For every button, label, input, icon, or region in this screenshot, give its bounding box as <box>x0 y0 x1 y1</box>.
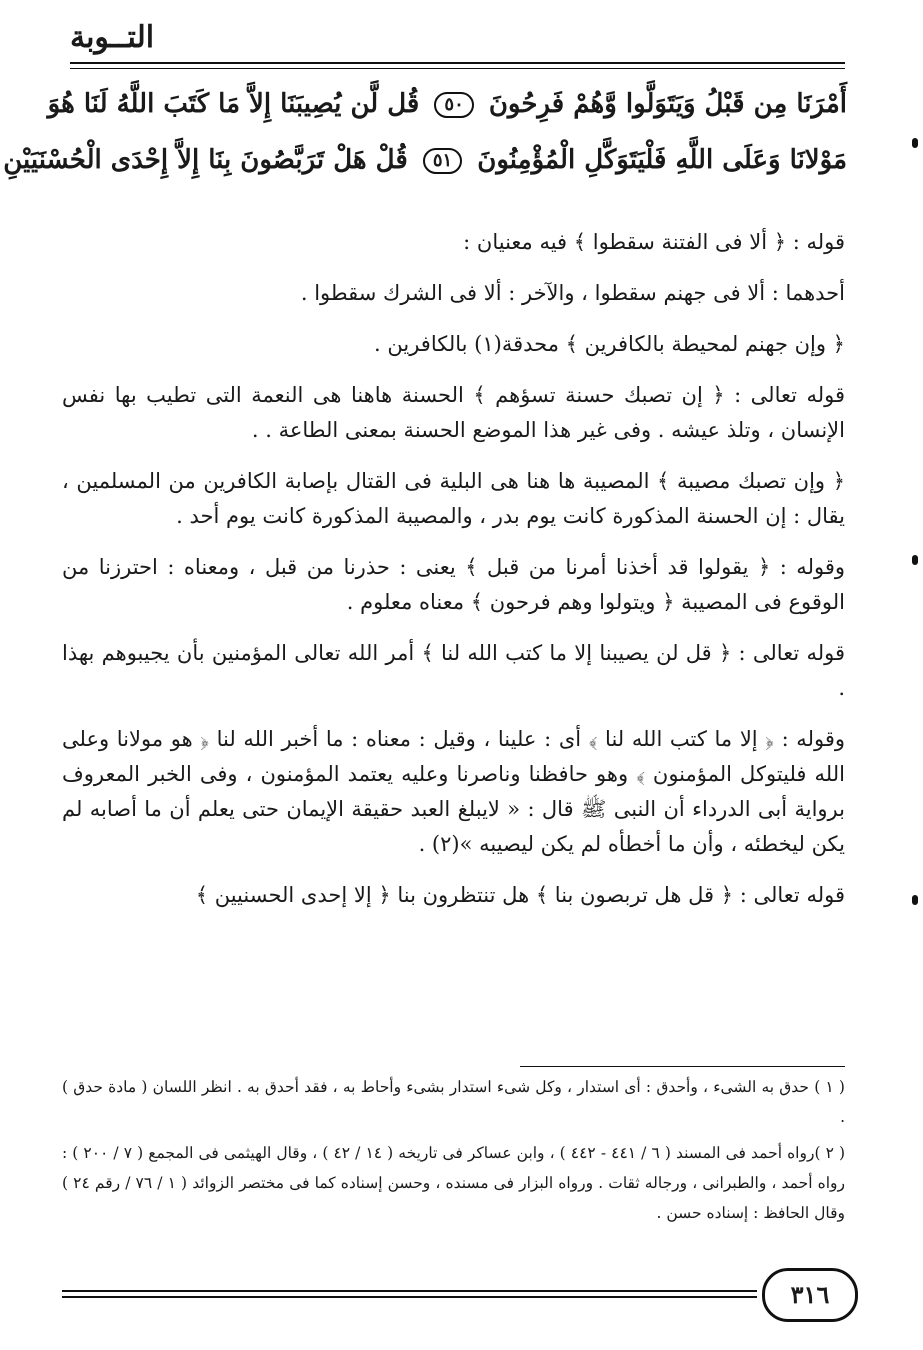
margin-mark <box>912 895 918 905</box>
verse-text: أَمْرَنَا مِن قَبْلُ وَيَتَوَلَّوا وَّهُمْ فَرِحُونَ <box>488 89 847 119</box>
paragraph: ﴿ وإن جهنم لمحيطة بالكافرين ﴾ محدقة(١) بالكافرين . <box>374 332 845 356</box>
verse-text: مَوْلانَا وَعَلَى اللَّهِ فَلْيَتَوَكَّلِ الْمُؤْمِنُونَ <box>477 145 847 175</box>
margin-mark <box>912 138 918 148</box>
paragraph: ﴿ وإن تصبك مصيبة ﴾ المصيبة ها هنا هى البلية فى القتال بإصابة الكافرين من المسلمين ، يقال : إن الحسنة المذكورة كانت يوم بدر ، والمصيبة المذكورة كانت يوم أحد . <box>62 469 845 528</box>
footnote: ( ٢ )رواه أحمد فى المسند ( ٦ / ٤٤١ - ٤٤٢ ) ، وابن عساكر فى تاريخه ( ١٤ / ٤٢ ) ، وقال الهيثمى فى المجمع ( ٧ / ٢٠٠ ) : رواه أحمد ، والطبرانى ، ورجاله ثقات . ورواه البزار فى مسنده ، وحسن إسناده كما فى مختصر الزوائد ( ١ / ٧٦ / رقم ٢٤ ) وقال الحافظ : إسناده حسن . <box>62 1144 846 1222</box>
commentary <box>62 225 845 929</box>
header-rule-bottom <box>70 68 845 69</box>
header-rule-top <box>70 62 845 64</box>
verse-number-marker: ٥١ <box>423 148 462 174</box>
surah-title: التــوبة <box>70 20 155 55</box>
quran-line-1 <box>47 76 847 132</box>
verse-text: قُلْ هَلْ تَرَبَّصُونَ بِنَا إِلاَّ إِحْدَى الْحُسْنَيَيْنِ <box>3 145 408 175</box>
footer-rule-top <box>62 1290 757 1292</box>
page-number: ٣١٦ <box>762 1268 858 1322</box>
paragraph: قوله تعالى : ﴿ إن تصبك حسنة تسؤهم ﴾ الحسنة هاهنا هى النعمة التى تطيب بها نفس الإنسان ، وتلذ عيشه . وفى غير هذا الموضع الحسنة بمعنى الطاعة . . <box>62 383 845 442</box>
paragraph: قوله : ﴿ ألا فى الفتنة سقطوا ﴾ فيه معنيان : <box>463 230 845 254</box>
paragraph: قوله تعالى : ﴿ قل هل تربصون بنا ﴾ هل تنتظرون بنا ﴿ إلا إحدى الحسنيين ﴾ <box>195 883 845 907</box>
footer-rule-bottom <box>62 1296 757 1298</box>
paragraph: وقوله : ﴿ يقولوا قد أخذنا أمرنا من قبل ﴾ يعنى : حذرنا من قبل ، ومعناه : احترزنا من الوقوع فى المصيبة ﴿ ويتولوا وهم فرحون ﴾ معناه معلوم . <box>62 555 845 614</box>
paragraph: وقوله : ﴿ إلا ما كتب الله لنا ﴾ أى : علينا ، وقيل : معناه : ما أخبر الله لنا ﴿ هو مولانا وعلى الله فليتوكل المؤمنون ﴾ وهو حافظنا وناصرنا وعليه يعتمد المؤمنون ، وفى الخبر المعروف برواية أبى الدرداء أن النبى ﷺ قال : « لايبلغ العبد حقيقة الإيمان حتى يعلم أن ما أصابه لم يكن ليخطئه ، وأن ما أخطأه لم يكن ليصيبه »(٢) . <box>62 727 845 856</box>
quran-line-2 <box>3 132 847 188</box>
quran-verses <box>3 76 847 188</box>
footnote: ( ١ ) حدق به الشىء ، وأحدق : أى استدار ، وكل شىء استدار بشىء وأحاط به ، فقد أحدق به . انظر اللسان ( مادة حدق ) . <box>62 1078 845 1126</box>
footnote-separator <box>520 1066 845 1067</box>
paragraph: أحدهما : ألا فى جهنم سقطوا ، والآخر : ألا فى الشرك سقطوا . <box>300 281 845 305</box>
margin-mark <box>912 555 918 565</box>
paragraph: قوله تعالى : ﴿ قل لن يصيبنا إلا ما كتب الله لنا ﴾ أمر الله تعالى المؤمنين بأن يجيبوهم بهذا . <box>62 641 845 700</box>
footnotes <box>62 1072 845 1234</box>
verse-text: قُل لَّن يُصِيبَنَا إِلاَّ مَا كَتَبَ اللَّهُ لَنَا هُوَ <box>47 89 420 119</box>
verse-number-marker: ٥٠ <box>434 92 473 118</box>
